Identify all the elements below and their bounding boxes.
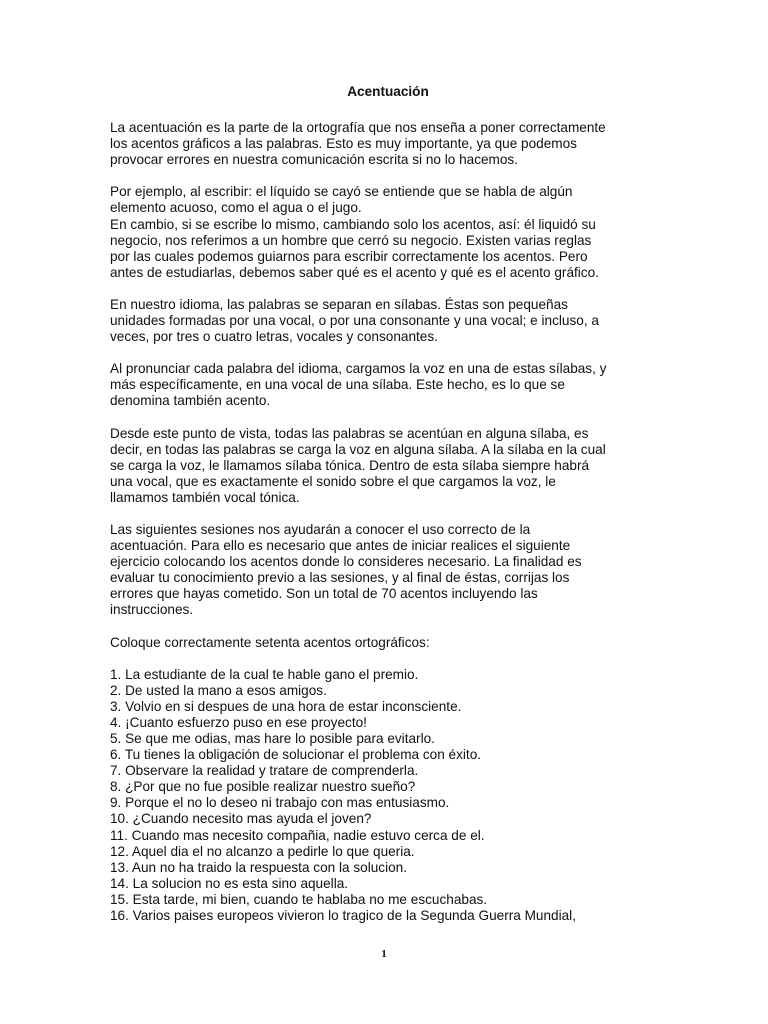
text-line: En cambio, si se escribe lo mismo, cambiando solo los acentos, así: él liquidó su bbox=[110, 216, 596, 232]
list-item: 16. Varios paises europeos vivieron lo tragico de la Segunda Guerra Mundial, bbox=[110, 908, 576, 924]
text-line: llamamos también vocal tónica. bbox=[110, 489, 300, 505]
list-item: 7. Observare la realidad y tratare de comprenderla. bbox=[110, 763, 419, 779]
text-line: errores que hayas cometido. Son un total de 70 acentos incluyendo las bbox=[110, 586, 538, 602]
text-line: unidades formadas por una vocal, o por una consonante y una vocal; e incluso, a bbox=[110, 313, 599, 329]
text-line: elemento acuoso, como el agua o el jugo. bbox=[110, 200, 362, 216]
list-item: 11. Cuando mas necesito compañia, nadie estuvo cerca de el. bbox=[110, 827, 485, 843]
list-item: 6. Tu tienes la obligación de solucionar el problema con éxito. bbox=[110, 747, 482, 763]
text-line: Al pronunciar cada palabra del idioma, cargamos la voz en una de estas sílabas, y bbox=[110, 361, 607, 377]
document-title: Acentuación bbox=[347, 84, 429, 99]
text-line: ejercicio colocando los acentos donde lo consideres necesario. La finalidad es bbox=[110, 554, 582, 570]
exercise-list bbox=[110, 667, 666, 925]
text-line: evaluar tu conocimiento previo a las sesiones, y al final de éstas, corrijas los bbox=[110, 570, 570, 586]
text-line: Desde este punto de vista, todas las palabras se acentúan en alguna sílaba, es bbox=[110, 425, 589, 441]
page-number: 1 bbox=[381, 948, 387, 960]
list-item: 10. ¿Cuando necesito mas ayuda el joven? bbox=[110, 811, 372, 827]
list-item: 13. Aun no ha traido la respuesta con la solucion. bbox=[110, 859, 407, 875]
list-item: 14. La solucion no es esta sino aquella. bbox=[110, 875, 349, 891]
list-item: 5. Se que me odias, mas hare lo posible para evitarlo. bbox=[110, 731, 435, 746]
list-item: 12. Aquel dia el no alcanzo a pedirle lo que queria. bbox=[110, 843, 415, 859]
text-line: provocar errores en nuestra comunicación escrita si no lo hacemos. bbox=[110, 152, 519, 168]
text-line: más específicamente, en una vocal de una sílaba. Este hecho, es lo que se bbox=[110, 377, 565, 393]
list-item: 9. Porque el no lo deseo ni trabajo con mas entusiasmo. bbox=[110, 795, 450, 811]
list-item: 8. ¿Por que no fue posible realizar nuestro sueño? bbox=[110, 779, 416, 795]
list-item: 3. Volvio en si despues de una hora de estar inconsciente. bbox=[110, 698, 462, 714]
text-line: Las siguientes sesiones nos ayudarán a conocer el uso correcto de la bbox=[110, 521, 531, 537]
text-line: decir, en todas las palabras se carga la voz en alguna sílaba. A la sílaba en la cual bbox=[110, 441, 606, 457]
text-line: Coloque correctamente setenta acentos ortográficos: bbox=[110, 634, 430, 650]
document-page bbox=[110, 84, 666, 924]
paragraph bbox=[110, 297, 666, 345]
paragraph bbox=[110, 184, 666, 281]
paragraph bbox=[110, 120, 666, 168]
text-line: acentuación. Para ello es necesario que antes de iniciar realices el siguiente bbox=[110, 538, 571, 554]
paragraph bbox=[110, 522, 666, 619]
text-line: La acentuación es la parte de la ortografía que nos enseña a poner correctamente bbox=[110, 120, 606, 136]
text-line: Por ejemplo, al escribir: el líquido se cayó se entiende que se habla de algún bbox=[110, 184, 573, 200]
text-line: negocio, nos referimos a un hombre que cerró su negocio. Existen varias reglas bbox=[110, 232, 592, 248]
text-line: antes de estudiarlas, debemos saber qué es el acento y qué es el acento gráfico. bbox=[110, 264, 599, 280]
exercise-instruction bbox=[110, 635, 666, 651]
list-item: 2. De usted la mano a esos amigos. bbox=[110, 682, 327, 698]
text-line: denomina también acento. bbox=[110, 393, 271, 409]
list-item: 4. ¡Cuanto esfuerzo puso en ese proyecto! bbox=[110, 714, 367, 730]
text-line: una vocal, que es exactamente el sonido sobre el que cargamos la voz, le bbox=[110, 473, 556, 489]
text-line: los acentos gráficos a las palabras. Esto es muy importante, ya que podemos bbox=[110, 136, 577, 152]
list-item: 1. La estudiante de la cual te hable gano el premio. bbox=[110, 666, 419, 682]
text-line: se carga la voz, le llamamos sílaba tónica. Dentro de esta sílaba siempre habrá bbox=[110, 457, 590, 473]
text-line: por las cuales podemos guiarnos para escribir correctamente los acentos. Pero bbox=[110, 248, 588, 264]
paragraph bbox=[110, 426, 666, 506]
text-line: instrucciones. bbox=[110, 602, 194, 618]
text-line: veces, por tres o cuatro letras, vocales y consonantes. bbox=[110, 329, 438, 345]
paragraph bbox=[110, 361, 666, 409]
text-line: En nuestro idioma, las palabras se separan en sílabas. Éstas son pequeñas bbox=[110, 296, 568, 312]
list-item: 15. Esta tarde, mi bien, cuando te hablaba no me escuchabas. bbox=[110, 891, 488, 907]
